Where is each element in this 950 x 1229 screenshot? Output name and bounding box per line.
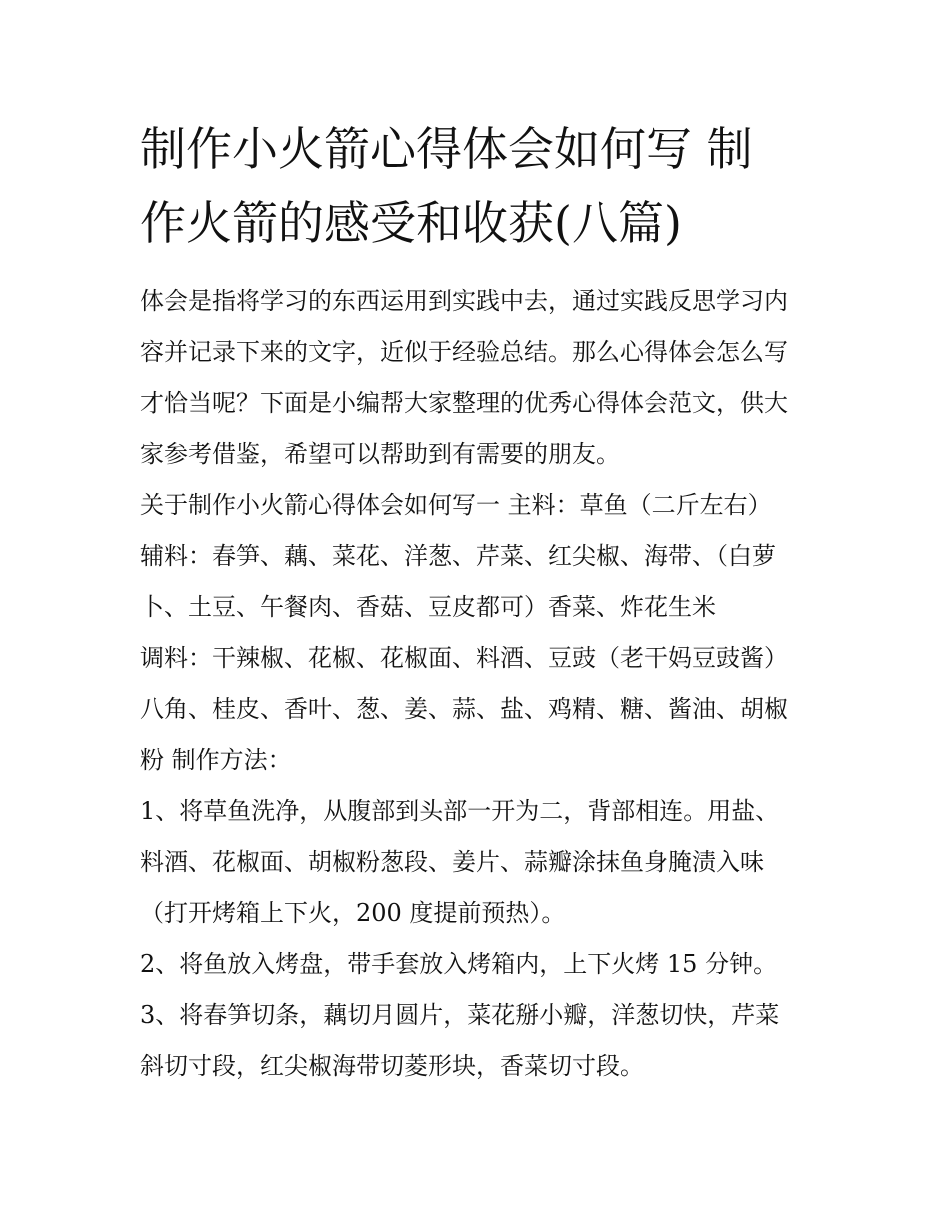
body-line: 1、将草鱼洗净，从腹部到头部一开为二，背部相连。用盐、 bbox=[140, 797, 780, 825]
document-body bbox=[140, 276, 820, 1092]
body-line: 八角、桂皮、香叶、葱、姜、蒜、盐、鸡精、糖、酱油、胡椒 bbox=[140, 695, 788, 723]
body-line: 3、将春笋切条，藕切月圆片，菜花掰小瓣，洋葱切快，芹菜 bbox=[140, 1001, 780, 1029]
body-line: 卜、土豆、午餐肉、香菇、豆皮都可）香菜、炸花生米 bbox=[140, 593, 716, 621]
body-line: 调料：干辣椒、花椒、花椒面、料酒、豆豉（老干妈豆豉酱） bbox=[140, 644, 788, 672]
body-line: 体会是指将学习的东西运用到实践中去，通过实践反思学习内 bbox=[140, 287, 788, 315]
body-line: 关于制作小火箭心得体会如何写一 主料：草鱼（二斤左右） bbox=[140, 491, 772, 519]
body-line: 料酒、花椒面、胡椒粉葱段、姜片、蒜瓣涂抹鱼身腌渍入味 bbox=[140, 848, 764, 876]
document-title bbox=[140, 112, 820, 260]
body-line: 粉 制作方法： bbox=[140, 746, 292, 774]
body-line: 辅料：春笋、藕、菜花、洋葱、芹菜、红尖椒、海带、（白萝 bbox=[140, 542, 776, 570]
body-line: 容并记录下来的文字，近似于经验总结。那么心得体会怎么写 bbox=[140, 338, 788, 366]
body-line: 才恰当呢？下面是小编帮大家整理的优秀心得体会范文，供大 bbox=[140, 389, 788, 417]
title-line: 作火箭的感受和收获(八篇) bbox=[140, 196, 682, 250]
body-line: 斜切寸段，红尖椒海带切菱形块，香菜切寸段。 bbox=[140, 1052, 644, 1080]
body-line: （打开烤箱上下火，200 度提前预热）。 bbox=[140, 899, 566, 927]
body-line: 2、将鱼放入烤盘，带手套放入烤箱内，上下火烤 15 分钟。 bbox=[140, 950, 778, 978]
body-line: 家参考借鉴，希望可以帮助到有需要的朋友。 bbox=[140, 440, 620, 468]
title-line: 制作小火箭心得体会如何写 制 bbox=[140, 122, 753, 176]
